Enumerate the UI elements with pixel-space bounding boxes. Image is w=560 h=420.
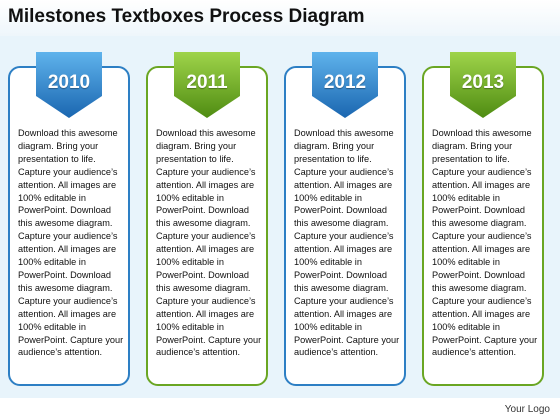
milestone-arrow-badge	[36, 52, 102, 118]
title-bar	[0, 0, 560, 36]
milestone-year: 2013	[461, 72, 505, 93]
milestone-year: 2010	[47, 72, 91, 93]
milestone-arrow-badge	[312, 52, 378, 118]
footer-logo-text: Your Logo	[504, 404, 550, 415]
milestone-arrow-badge	[450, 52, 516, 118]
milestone-year: 2012	[323, 72, 367, 93]
milestone-year: 2011	[186, 72, 228, 93]
milestone-text: Download this awesome diagram. Bring your presentation to life. Capture your audience’s attention. All images are 100% editable in PowerPoint. Download this awesome diagram. Capture your audience’s attention. All images are 100% editable in PowerPoint. Download this awesome diagram. Capture your audience’s attention. All images are 100% editable in PowerPoint. Capture your audience’s attention.	[18, 128, 124, 358]
milestone-text: Download this awesome diagram. Bring your presentation to life. Capture your audience’s attention. All images are 100% editable in PowerPoint. Download this awesome diagram. Capture your audience’s attention. All images are 100% editable in PowerPoint. Download this awesome diagram. Capture your audience’s attention. All images are 100% editable in PowerPoint. Capture your audience’s attention.	[156, 128, 262, 358]
milestone-text: Download this awesome diagram. Bring your presentation to life. Capture your audience’s attention. All images are 100% editable in PowerPoint. Download this awesome diagram. Capture your audience’s attention. All images are 100% editable in PowerPoint. Download this awesome diagram. Capture your audience’s attention. All images are 100% editable in PowerPoint. Capture your audience’s attention.	[432, 128, 538, 358]
page-title: Milestones Textboxes Process Diagram	[8, 6, 365, 27]
milestone-text: Download this awesome diagram. Bring your presentation to life. Capture your audience’s attention. All images are 100% editable in PowerPoint. Download this awesome diagram. Capture your audience’s attention. All images are 100% editable in PowerPoint. Download this awesome diagram. Capture your audience’s attention. All images are 100% editable in PowerPoint. Capture your audience’s attention.	[294, 128, 400, 358]
milestone-arrow-badge	[174, 52, 240, 118]
